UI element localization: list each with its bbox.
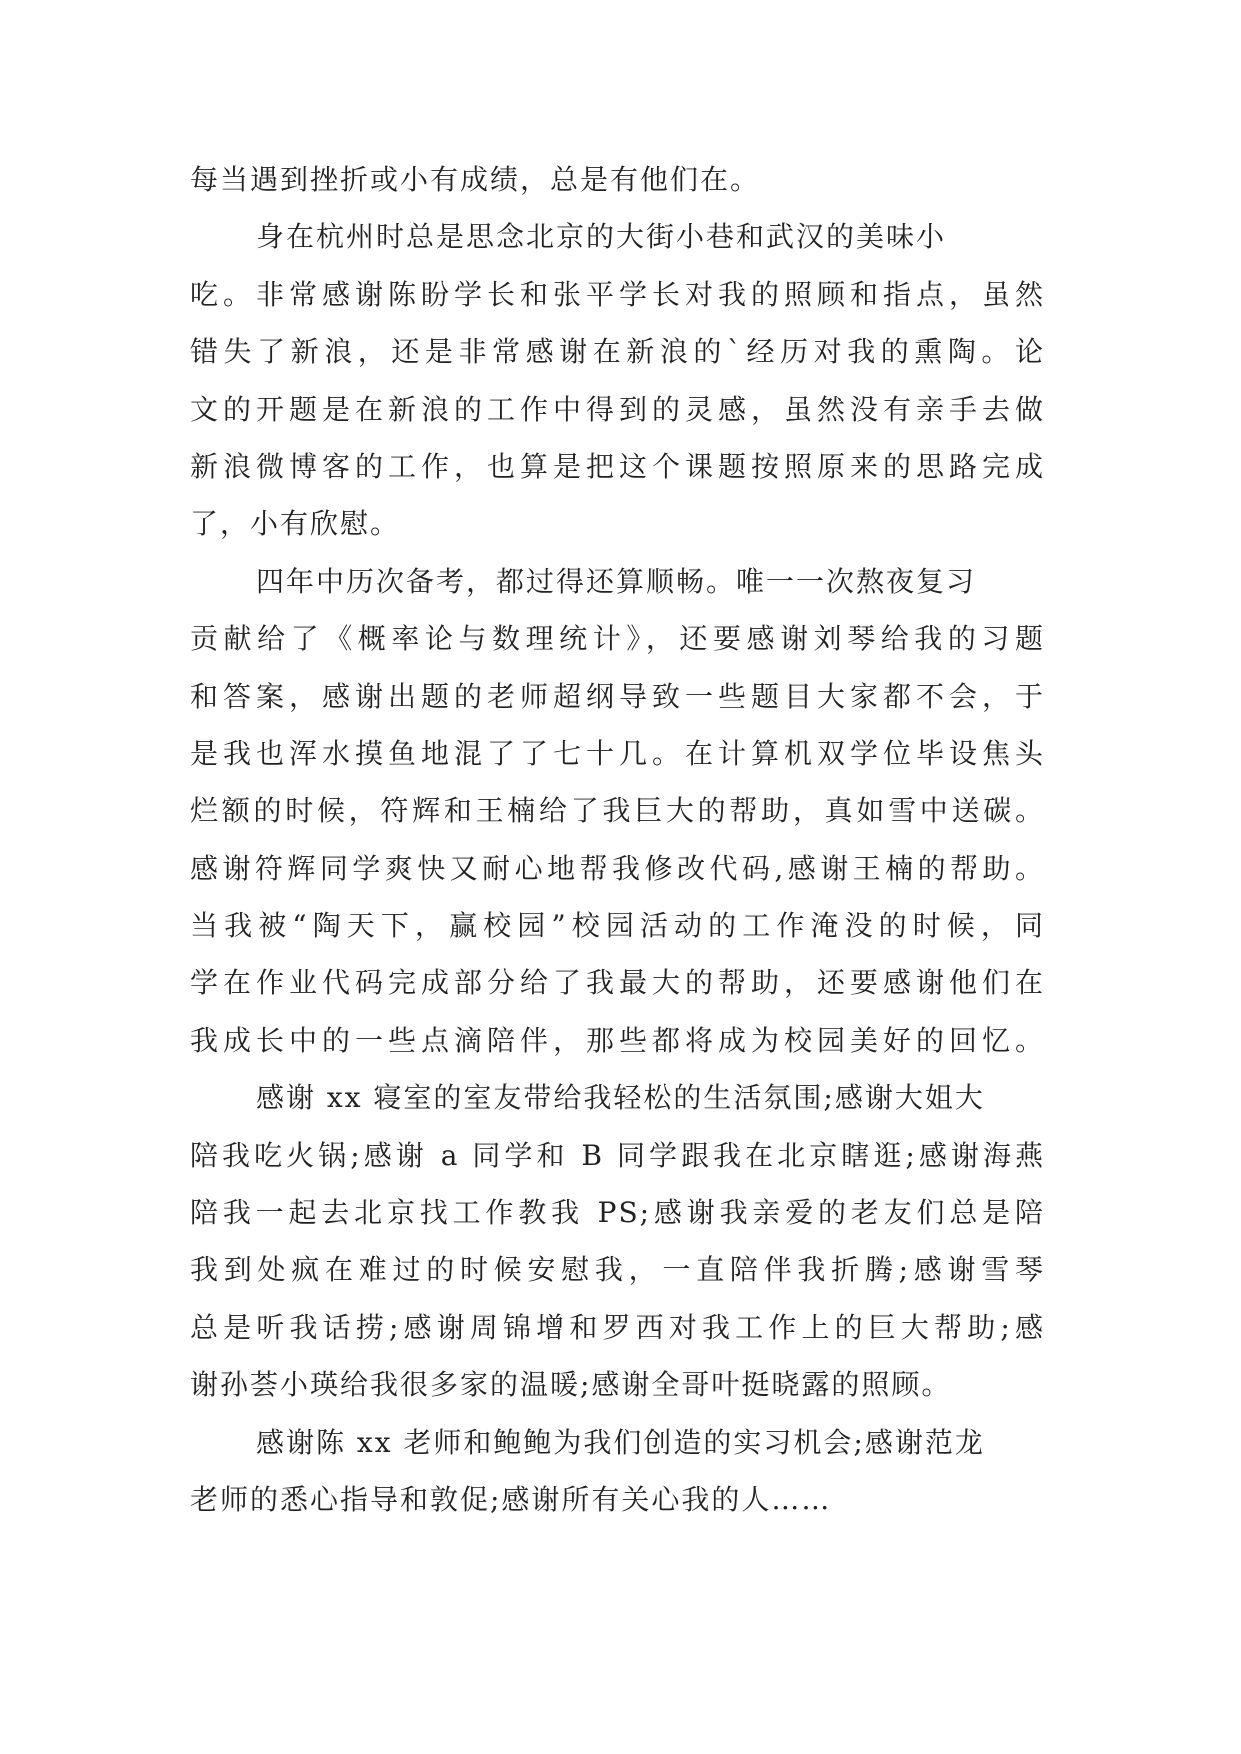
text-line: 我到处疯在难过的时候安慰我，一直陪伴我折腾;感谢雪琴 [190, 1253, 1045, 1287]
text-line: 四年中历次备考，都过得还算顺畅。唯一一次熬夜复习 [256, 564, 977, 598]
paragraph [190, 553, 1045, 1070]
paragraph [190, 1414, 1045, 1529]
text-line: 谢孙荟小瑛给我很多家的温暖;感谢全哥叶挺晓露的照顾。 [190, 1368, 952, 1402]
text-line: 陪我一起去北京找工作教我 PS;感谢我亲爱的老友们总是陪 [190, 1196, 1045, 1230]
paragraph [190, 208, 1045, 552]
text-line: 总是听我话捞;感谢周锦增和罗西对我工作上的巨大帮助;感 [190, 1310, 1045, 1344]
text-line: 当我被“陶天下，赢校园”校园活动的工作淹没的时候，同 [190, 909, 1045, 943]
text-line: 了，小有欣慰。 [190, 507, 401, 541]
paragraph [190, 151, 1045, 208]
text-line: 老师的悉心指导和敦促;感谢所有关心我的人…… [190, 1482, 832, 1516]
text-line: 吃。非常感谢陈盼学长和张平学长对我的照顾和指点，虽然 [190, 277, 1045, 311]
text-line: 文的开题是在新浪的工作中得到的灵感，虽然没有亲手去做 [190, 392, 1045, 426]
text-line: 身在杭州时总是思念北京的大街小巷和武汉的美味小 [256, 220, 947, 254]
text-line: 学在作业代码完成部分给了我最大的帮助，还要感谢他们在 [190, 966, 1045, 1000]
text-line: 每当遇到挫折或小有成绩，总是有他们在。 [190, 163, 761, 196]
text-line: 陪我吃火锅;感谢 a 同学和 B 同学跟我在北京瞎逛;感谢海燕 [190, 1138, 1045, 1172]
text-line: 我成长中的一些点滴陪伴，那些都将成为校园美好的回忆。 [190, 1023, 1045, 1057]
text-line: 烂额的时候，符辉和王楠给了我巨大的帮助，真如雪中送碳。 [190, 794, 1045, 828]
text-line: 感谢 xx 寝室的室友带给我轻松的生活氛围;感谢大姐大 [256, 1081, 985, 1115]
text-line: 感谢符辉同学爽快又耐心地帮我修改代码,感谢王楠的帮助。 [190, 851, 1045, 885]
text-line: 贡献给了《概率论与数理统计》，还要感谢刘琴给我的习题 [190, 622, 1045, 656]
document-body [190, 151, 1045, 1528]
text-line: 感谢陈 xx 老师和鲍鲍为我们创造的实习机会;感谢范龙 [256, 1425, 985, 1459]
text-line: 和答案，感谢出题的老师超纲导致一些题目大家都不会，于 [190, 679, 1045, 713]
text-line: 是我也浑水摸鱼地混了了七十几。在计算机双学位毕设焦头 [190, 736, 1045, 770]
text-line: 错失了新浪，还是非常感谢在新浪的`经历对我的熏陶。论 [190, 335, 1045, 369]
text-line: 新浪微博客的工作，也算是把这个课题按照原来的思路完成 [190, 449, 1045, 483]
paragraph [190, 1069, 1045, 1413]
